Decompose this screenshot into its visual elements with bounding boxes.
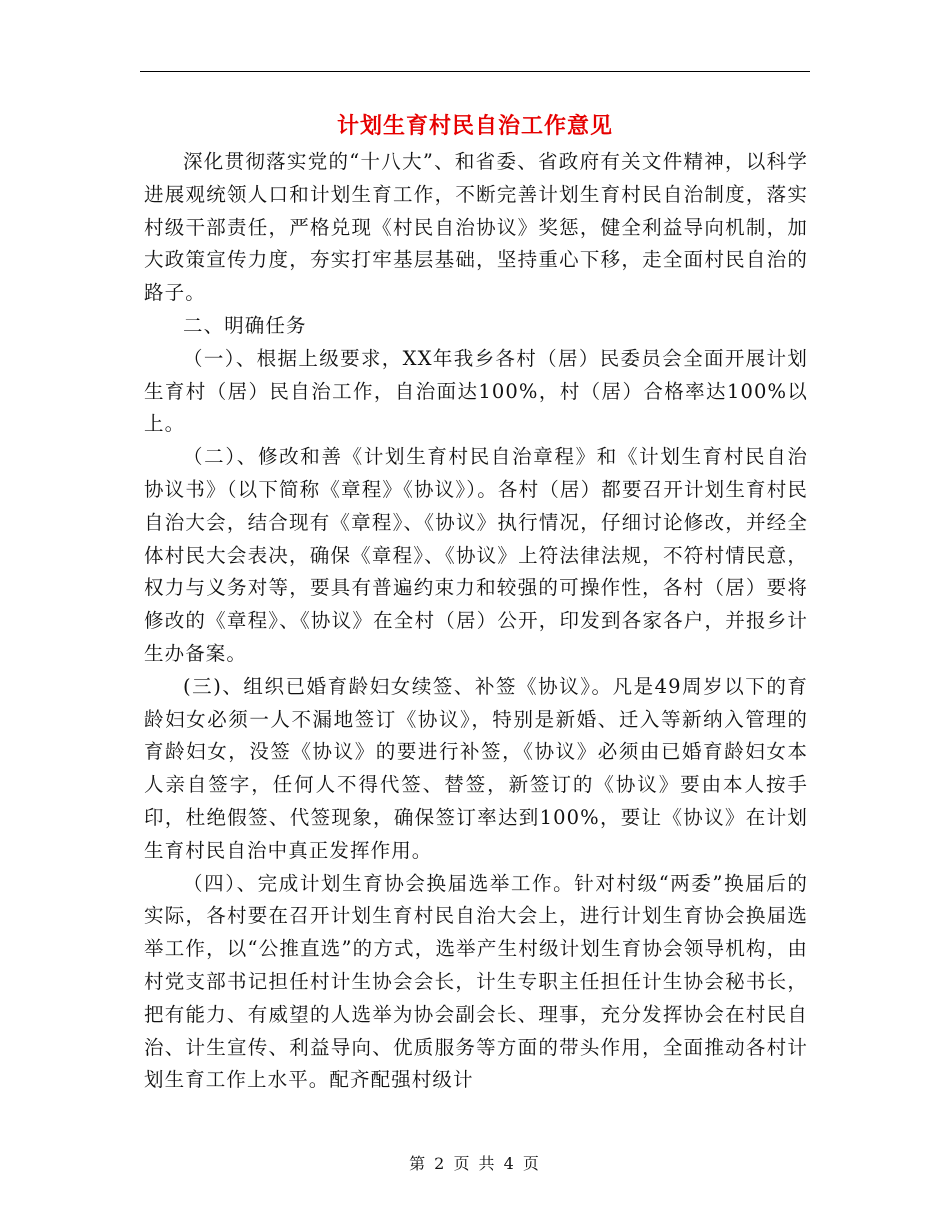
section-heading-tasks: 二、明确任务 [183, 313, 307, 337]
paragraph-task-1: （一）、根据上级要求，XX年我乡各村（居）民委员会全面开展计划生育村（居）民自治工作，自治面达100%，村（居）合格率达100%以上。 [144, 346, 808, 436]
header-rule [140, 71, 810, 72]
document-body [144, 146, 808, 1097]
paragraph-task-3: (三)、组织已婚育龄妇女续签、补签《协议》。凡是49周岁以下的育龄妇女必须一人不漏地签订《协议》，特别是新婚、迁入等新纳入管理的育龄妇女，没签《协议》的要进行补签，《协议》必须由已婚育龄妇女本人亲自签字，任何人不得代签、替签，新签订的《协议》要由本人按手印，杜绝假签、代签现象，确保签订率达到100%，要让《协议》在计划生育村民自治中真正发挥作用。 [144, 674, 808, 862]
paragraph-task-2: （二）、修改和善《计划生育村民自治章程》和《计划生育村民自治协议书》（以下简称《章程》《协议》）。各村（居）都要召开计划生育村民自治大会，结合现有《章程》、《协议》执行情况，仔细讨论修改，并经全体村民大会表决，确保《章程》、《协议》上符法律法规，不符村情民意，权力与义务对等，要具有普遍约束力和较强的可操作性，各村（居）要将修改的《章程》、《协议》在全村（居）公开，印发到各家各户，并报乡计生办备案。 [144, 445, 808, 665]
paragraph-task-4: （四）、完成计划生育协会换届选举工作。针对村级“两委”换届后的实际，各村要在召开计划生育村民自治大会上，进行计划生育协会换届选举工作，以“公推直选”的方式，选举产生村级计划生育协会领导机构，由村党支部书记担任村计生协会会长，计生专职主任担任计生协会秘书长，把有能力、有威望的人选举为协会副会长、理事，充分发挥协会在村民自治、计生宣传、利益导向、优质服务等方面的带头作用，全面推动各村计划生育工作上水平。配齐配强村级计 [144, 871, 808, 1092]
paragraph-intro: 深化贯彻落实党的“十八大”、和省委、省政府有关文件精神，以科学进展观统领人口和计划生育工作，不断完善计划生育村民自治制度，落实村级干部责任，严格兑现《村民自治协议》奖惩，健全利益导向机制，加大政策宣传力度，夯实打牢基层基础，坚持重心下移，走全面村民自治的路子。 [144, 150, 808, 305]
page-number-footer: 第 2 页 共 4 页 [409, 1154, 541, 1173]
document-title: 计划生育村民自治工作意见 [336, 113, 613, 139]
